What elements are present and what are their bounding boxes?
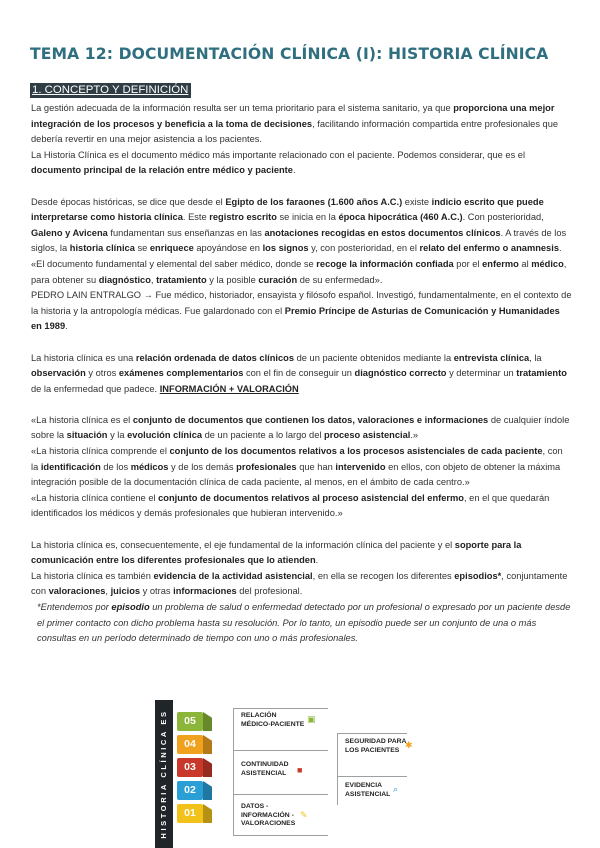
infographic: [155, 700, 445, 848]
pill-icon: ✱: [405, 740, 413, 750]
connector: [337, 733, 407, 734]
connector: [233, 708, 234, 836]
pencil-icon: ✎: [300, 810, 308, 820]
step-04: 04: [177, 735, 203, 754]
paragraph-8: «La historia clínica comprende el conjunto de los documentos relativos a los procesos asistenciales de cada paciente, con la identificación de los médicos y de los demás profesionales que han intervenido en ellos, con objeto de obtener la máxima integración posible de la documentación clínica de cada paciente, al menos, en el ámbito de cada centro.»: [31, 446, 563, 488]
paragraph-5: PEDRO LAIN ENTRALGO → Fue médico, historiador, ensayista y filósofo español. Investigó, fundamentalmente, en el contexto de la historia y la antropología médicas. Fue galardonado con el Premio Príncipe de Asturias de Comunicación y Humanidades en 1989.: [31, 290, 572, 332]
briefcase-icon: ■: [297, 765, 303, 775]
connector: [233, 835, 328, 836]
paragraph-9: «La historia clínica contiene el conjunto de documentos relativos al proceso asistencial del enfermo, en el que quedarán identificados los médicos y demás profesionales que hubieran intervenido.»: [31, 492, 550, 519]
label-evidencia: EVIDENCIA ASISTENCIAL: [345, 782, 391, 798]
info-valoracion: INFORMACIÓN + VALORACIÓN: [159, 383, 299, 394]
label-datos: DATOS - INFORMACIÓN - VALORACIONES: [241, 803, 296, 827]
chat-icon: ▣: [307, 714, 316, 724]
paragraph-10: La historia clínica es, consecuentemente, el eje fundamental de la información clínica del paciente y el soporte para la comunicación entre los diferentes profesionales que lo atienden.: [31, 539, 522, 566]
connector: [337, 776, 407, 777]
step-03: 03: [177, 758, 203, 777]
paragraph-6: La historia clínica es una relación ordenada de datos clínicos de un paciente obtenidos mediante la entrevista clínica, la observación y otros exámenes complementarios con el fin de conseguir un diagnóstico correcto y determinar un tratamiento de la enfermedad que padece. INFORMACIÓN + VALORACIÓN: [31, 352, 567, 394]
paragraph-1: La gestión adecuada de la información resulta ser un tema prioritario para el sistema sanitario, ya que proporciona una mejor integración de los procesos y beneficia a la toma de decisiones, facilitando información compartida entre profesionales que debería revertir en una mejor asistencia a los pacientes.: [31, 103, 559, 145]
paragraph-7: «La historia clínica es el conjunto de documentos que contienen los datos, valoraciones e informaciones de cualquier índole sobre la situación y la evolución clínica de un paciente a lo largo del proceso asistencial.»: [31, 414, 570, 441]
step-stack: [177, 712, 203, 827]
vertical-label: HISTORIA CLÍNICA ES: [159, 709, 169, 839]
magnifier-icon: ⌕: [393, 784, 399, 794]
connector: [337, 733, 338, 805]
episode-note: *Entendemos por episodio un problema de salud o enfermedad detectado por un profesional o expresado por un paciente desde el primer contacto con dicho problema hasta su resolución. Por lo tanto, un episodio puede ser un conjunto de una o más consultas en un período determinado de tiempo con uno o más profesionales.: [37, 602, 571, 644]
paragraph-11: La historia clínica es también evidencia de la actividad asistencial, en ella se recogen los diferentes episodios*, conjuntamente con valoraciones, juicios y otras informaciones del profesional.: [31, 570, 568, 597]
step-01: 01: [177, 804, 203, 823]
label-continuidad: CONTINUIDAD ASISTENCIAL: [241, 761, 289, 777]
step-05: 05: [177, 712, 203, 731]
label-seguridad: SEGURIDAD PARA LOS PACIENTES: [345, 738, 407, 754]
step-02: 02: [177, 781, 203, 800]
connector: [233, 750, 328, 751]
connector: [233, 708, 328, 709]
page-title: TEMA 12: DOCUMENTACIÓN CLÍNICA (I): HISTORIA CLÍNICA: [30, 45, 549, 63]
vertical-bar: [155, 700, 173, 848]
section-heading-label: 1. CONCEPTO Y DEFINICIÓN: [32, 84, 189, 96]
paragraph-3: Desde épocas históricas, se dice que desde el Egipto de los faraones (1.600 años A.C.) existe indicio escrito que puede interpretarse como historia clínica. Este registro escrito se inicia en la época hipocrática (460 A.C.). Con posterioridad, Galeno y Avicena fundamentan sus enseñanzas en las anotaciones recogidas en estos documentos clínicos. A través de los siglos, la historia clínica se enriquece apoyándose en los signos y, con posterioridad, en el relato del enfermo o anamnesis.: [31, 196, 567, 254]
section-heading: [30, 83, 191, 98]
paragraph-2: La Historia Clínica es el documento médico más importante relacionado con el paciente. Podemos considerar, que es el documento principal de la relación entre médico y paciente.: [31, 149, 526, 176]
label-relacion: RELACIÓN MÉDICO-PACIENTE: [241, 712, 305, 728]
paragraph-4: «El documento fundamental y elemental del saber médico, donde se recoge la información confiada por el enfermo al médico, para obtener su diagnóstico, tratamiento y la posible curación de su enfermedad».: [31, 258, 567, 285]
body-text: [31, 101, 572, 647]
connector: [233, 794, 328, 795]
